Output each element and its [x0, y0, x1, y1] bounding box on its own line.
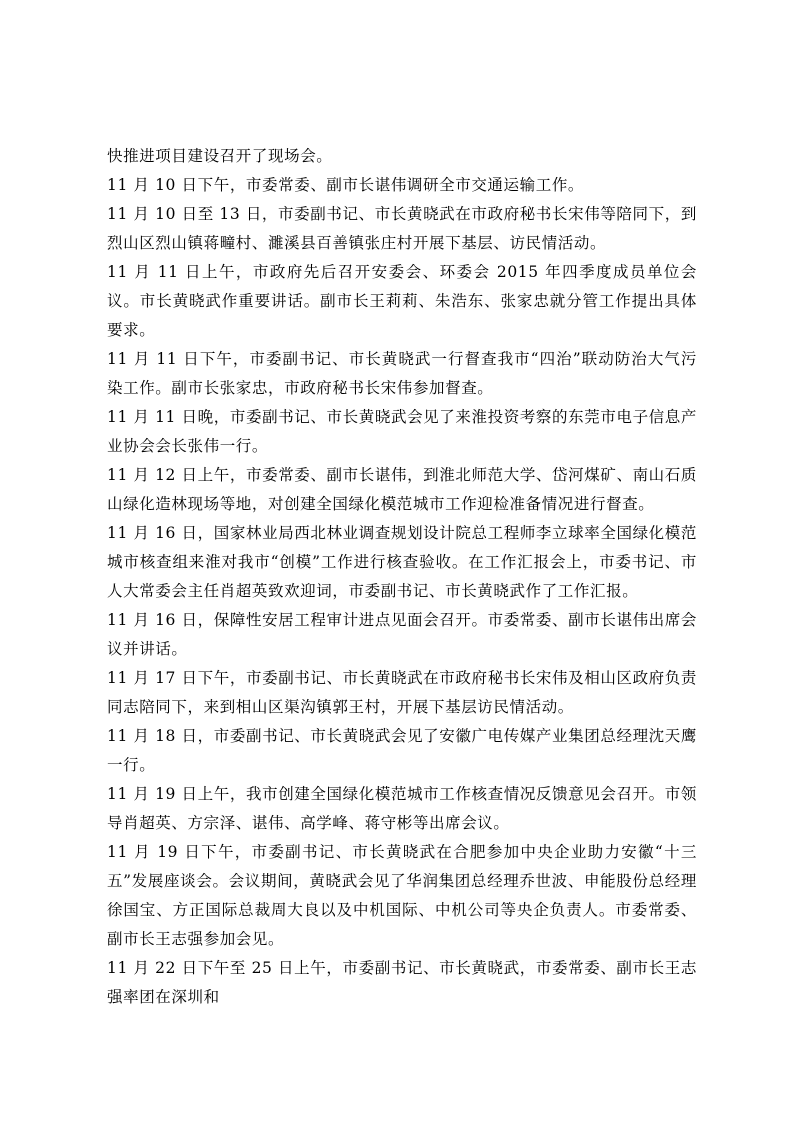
- paragraph: 11 月 11 日晚，市委副书记、市长黄晓武会见了来淮投资考察的东莞市电子信息产业协会会长张伟一行。: [107, 408, 697, 455]
- paragraph: 11 月 12 日上午，市委常委、副市长谌伟，到淮北师范大学、岱河煤矿、南山石质山绿化造林现场等地，对创建全国绿化模范城市工作迎检准备情况进行督查。: [107, 466, 697, 513]
- paragraph: 11 月 16 日，保障性安居工程审计进点见面会召开。市委常委、副市长谌伟出席会议并讲话。: [107, 611, 697, 658]
- paragraph: 11 月 22 日下午至 25 日上午，市委副书记、市长黄晓武，市委常委、副市长王志强率团在深圳和: [107, 959, 697, 1006]
- paragraph: 11 月 11 日上午，市政府先后召开安委会、环委会 2015 年四季度成员单位会议。市长黄晓武作重要讲话。副市长王莉莉、朱浩东、张家忠就分管工作提出具体要求。: [107, 263, 697, 339]
- paragraph: 快推进项目建设召开了现场会。: [107, 147, 333, 165]
- paragraph: 11 月 16 日，国家林业局西北林业调查规划设计院总工程师李立球率全国绿化模范城市核查组来淮对我市“创模”工作进行核查验收。在工作汇报会上，市委书记、市人大常委会主任肖超英致欢迎词，市委副书记、市长黄晓武作了工作汇报。: [107, 524, 697, 600]
- paragraph: 11 月 17 日下午，市委副书记、市长黄晓武在市政府秘书长宋伟及相山区政府负责同志陪同下，来到相山区渠沟镇郭王村，开展下基层访民情活动。: [107, 669, 697, 716]
- paragraph: 11 月 10 日下午，市委常委、副市长谌伟调研全市交通运输工作。: [107, 176, 585, 194]
- paragraph: 11 月 11 日下午，市委副书记、市长黄晓武一行督查我市“四治”联动防治大气污染工作。副市长张家忠，市政府秘书长宋伟参加督查。: [107, 350, 697, 397]
- paragraph: 11 月 19 日下午，市委副书记、市长黄晓武在合肥参加中央企业助力安徽“十三五”发展座谈会。会议期间，黄晓武会见了华润集团总经理乔世波、申能股份总经理徐国宝、方正国际总裁周大良以及中机国际、中机公司等央企负责人。市委常委、副市长王志强参加会见。: [107, 843, 697, 948]
- document-body: [107, 142, 697, 1012]
- paragraph: 11 月 19 日上午，我市创建全国绿化模范城市工作核查情况反馈意见会召开。市领导肖超英、方宗泽、谌伟、高学峰、蒋守彬等出席会议。: [107, 785, 697, 832]
- paragraph: 11 月 10 日至 13 日，市委副书记、市长黄晓武在市政府秘书长宋伟等陪同下，到烈山区烈山镇蒋疃村、濉溪县百善镇张庄村开展下基层、访民情活动。: [107, 205, 697, 252]
- paragraph: 11 月 18 日，市委副书记、市长黄晓武会见了安徽广电传媒产业集团总经理沈天鹰一行。: [107, 727, 697, 774]
